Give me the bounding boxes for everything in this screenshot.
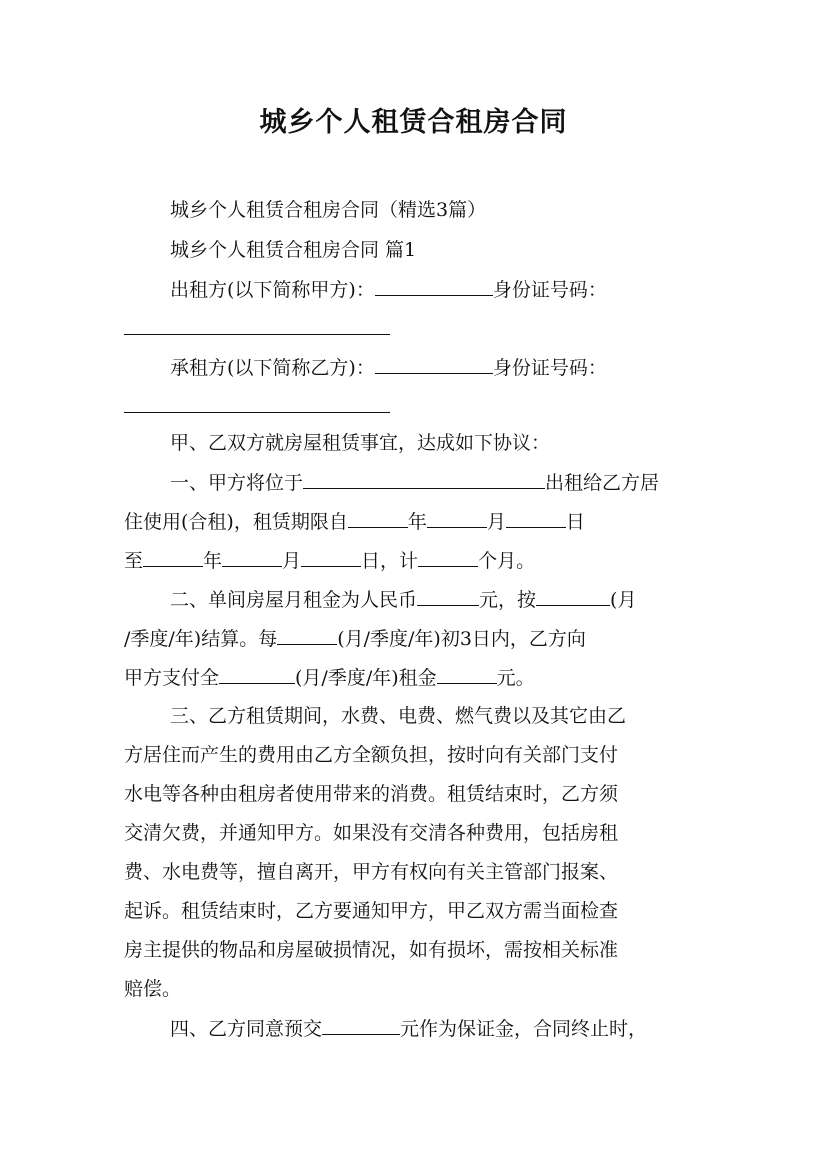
clause-text: (月/季度/年)租金 [295,667,437,689]
clause-text: 日，计 [361,550,419,572]
settlement-period-blank[interactable] [536,587,610,606]
clause-text: 年 [407,511,427,533]
total-months-blank[interactable] [418,548,478,567]
clause-text: (月/季度/年)初3日内，乙方向 [337,628,586,650]
clause-2-line-3 [124,665,535,690]
clause-text: 个月。 [478,550,536,572]
clause-2-line-1 [170,587,636,612]
clause-text: 甲方支付全 [124,667,220,689]
section-heading: 城乡个人租赁合租房合同 篇1 [170,239,417,261]
clause-text: 一、甲方将位于 [170,472,304,494]
clause-text: 出租给乙方居 [545,472,660,494]
lessee-name-blank[interactable] [375,355,493,374]
clause-text: 四、乙方同意预交 [170,1018,323,1040]
property-address-blank[interactable] [303,470,545,489]
clause-3-line-5: 费、水电费等，擅自离开，甲方有权向有关主管部门报案、 [124,861,619,883]
clause-3-line-1: 三、乙方租赁期间，水费、电费、燃气费以及其它由乙 [170,705,627,727]
deposit-amount-blank[interactable] [322,1016,400,1035]
end-year-blank[interactable] [143,548,203,567]
clause-text: 元。 [496,667,535,689]
document-title: 城乡个人租赁合租房合同 [259,107,568,138]
lessor-label: 出租方(以下简称甲方)： [170,279,375,301]
start-month-blank[interactable] [427,509,487,528]
clause-text: (月 [610,589,637,611]
lessor-name-blank[interactable] [375,277,493,296]
clause-text: 二、单间房屋月租金为人民币 [170,589,418,611]
clause-1-line-3 [124,548,535,573]
payment-period-blank[interactable] [277,626,337,645]
lessor-line [170,277,607,302]
clause-text: 元作为保证金，合同终止时， [400,1018,648,1040]
monthly-rent-blank[interactable] [417,587,479,606]
lessor-id-label: 身份证号码： [492,279,607,301]
clause-text: 元，按 [479,589,537,611]
rent-amount-blank[interactable] [437,665,497,684]
clause-text: 月 [486,511,506,533]
clause-2-line-2 [124,626,586,651]
clause-text: /季度/年)结算。每 [124,628,278,650]
start-day-blank[interactable] [506,509,566,528]
clause-text: 住使用(合租)，租赁期限自 [124,511,348,533]
clause-3-line-8: 赔偿。 [124,978,182,1000]
lessee-id-label: 身份证号码： [492,357,607,379]
agreement-intro: 甲、乙双方就房屋租赁事宜，达成如下协议： [170,432,551,454]
clause-3-line-4: 交清欠费，并通知甲方。如果没有交清各种费用，包括房租 [124,822,619,844]
clause-text: 日 [565,511,585,533]
clause-1-line-1 [170,470,659,495]
clause-text: 至 [124,550,144,572]
payment-unit-blank[interactable] [219,665,295,684]
end-day-blank[interactable] [301,548,361,567]
clause-3-line-3: 水电等各种由租房者使用带来的消费。租赁结束时，乙方须 [124,783,619,805]
lessor-id-blank[interactable] [124,334,390,335]
lessee-line [170,355,607,380]
document-subtitle: 城乡个人租赁合租房合同（精选3篇） [170,199,487,221]
clause-text: 月 [282,550,302,572]
clause-3-line-6: 起诉。租赁结束时，乙方要通知甲方，甲乙双方需当面检查 [124,900,619,922]
clause-text: 年 [203,550,223,572]
clause-4-line-1 [170,1016,647,1041]
end-month-blank[interactable] [222,548,282,567]
clause-1-line-2 [124,509,585,534]
lessee-id-blank[interactable] [124,412,390,413]
clause-3-line-7: 房主提供的物品和房屋破损情况，如有损坏，需按相关标准 [124,939,619,961]
lessee-label: 承租方(以下简称乙方)： [170,357,375,379]
clause-3-line-2: 方居住而产生的费用由乙方全额负担，按时向有关部门支付 [124,744,619,766]
start-year-blank[interactable] [348,509,408,528]
